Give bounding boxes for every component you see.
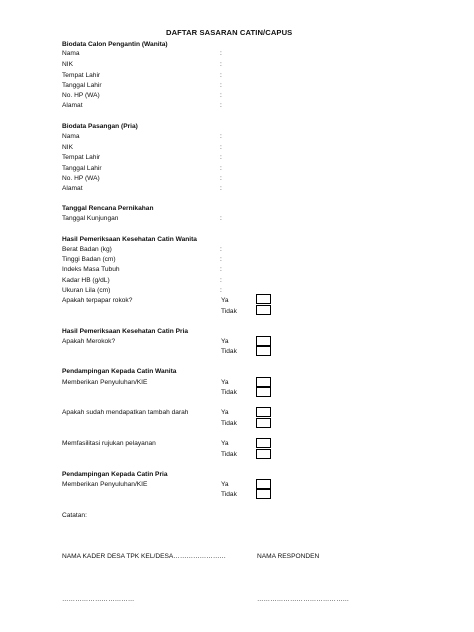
- field-label-berat-badan: Berat Badan (kg): [62, 246, 112, 253]
- option-tidak-label: Tidak: [221, 348, 237, 355]
- field-label-ukuran-lila: Ukuran Lila (cm): [62, 287, 111, 294]
- question-terpapar-rokok: Apakah terpapar rokok?: [62, 297, 133, 304]
- section-heading-rencana: Tanggal Rencana Pernikahan: [62, 205, 154, 212]
- section-heading-pemeriksaan-pria: Hasil Pemeriksaan Kesehatan Catin Pria: [62, 328, 189, 335]
- field-colon: :: [220, 287, 222, 294]
- field-colon: :: [220, 175, 222, 182]
- checkbox-ya[interactable]: [256, 377, 271, 387]
- field-label-tanggal-lahir: Tanggal Lahir: [62, 82, 102, 89]
- field-colon: :: [220, 92, 222, 99]
- option-ya-label: Ya: [221, 440, 229, 447]
- field-label-no-hp: No. HP (WA): [62, 175, 100, 182]
- field-label-alamat: Alamat: [62, 185, 83, 192]
- field-colon: :: [220, 50, 222, 57]
- kader-name-label: NAMA KADER DESA TPK KEL/DESA……………………: [62, 553, 227, 560]
- question-tambah-darah: Apakah sudah mendapatkan tambah darah: [62, 409, 189, 416]
- checkbox-ya[interactable]: [256, 294, 271, 304]
- checkbox-tidak[interactable]: [256, 489, 271, 499]
- option-tidak-label: Tidak: [221, 420, 237, 427]
- field-colon: :: [220, 72, 222, 79]
- field-colon: :: [220, 144, 222, 151]
- question-rujukan: Memfasilitasi rujukan pelayanan: [62, 440, 156, 447]
- section-heading-pendampingan-wanita: Pendampingan Kepada Catin Wanita: [62, 368, 177, 375]
- field-colon: :: [220, 277, 222, 284]
- field-label-tanggal-kunjungan: Tanggal Kunjungan: [62, 215, 119, 222]
- field-label-tempat-lahir: Tempat Lahir: [62, 72, 101, 79]
- field-colon: :: [220, 165, 222, 172]
- field-colon: :: [220, 246, 222, 253]
- field-colon: :: [220, 154, 222, 161]
- option-tidak-label: Tidak: [221, 491, 237, 498]
- section-heading-pemeriksaan-wanita: Hasil Pemeriksaan Kesehatan Catin Wanita: [62, 236, 197, 243]
- checkbox-tidak[interactable]: [256, 346, 271, 356]
- field-label-nama: Nama: [62, 133, 80, 140]
- checkbox-ya[interactable]: [256, 336, 271, 346]
- field-colon: :: [220, 185, 222, 192]
- option-tidak-label: Tidak: [221, 389, 237, 396]
- field-label-tanggal-lahir: Tanggal Lahir: [62, 165, 102, 172]
- section-heading-wanita: Biodata Calon Pengantin (Wanita): [62, 41, 168, 48]
- field-label-nama: Nama: [62, 50, 80, 57]
- field-label-no-hp: No. HP (WA): [62, 92, 100, 99]
- checkbox-tidak[interactable]: [256, 449, 271, 459]
- field-label-tinggi-badan: Tinggi Badan (cm): [62, 256, 116, 263]
- field-colon: :: [220, 266, 222, 273]
- field-colon: :: [220, 133, 222, 140]
- field-colon: :: [220, 256, 222, 263]
- field-label-nik: NIK: [62, 144, 73, 151]
- signature-line-kader: ……………………………: [62, 596, 135, 603]
- question-merokok: Apakah Merokok?: [62, 338, 116, 345]
- option-tidak-label: Tidak: [221, 451, 237, 458]
- field-label-tempat-lahir: Tempat Lahir: [62, 154, 101, 161]
- field-label-alamat: Alamat: [62, 102, 83, 109]
- signature-line-responden: ……………………………………: [257, 596, 350, 603]
- field-label-imt: Indeks Masa Tubuh: [62, 266, 120, 273]
- checkbox-ya[interactable]: [256, 438, 271, 448]
- field-colon: :: [220, 102, 222, 109]
- field-label-nik: NIK: [62, 61, 73, 68]
- option-ya-label: Ya: [221, 338, 229, 345]
- option-ya-label: Ya: [221, 379, 229, 386]
- option-ya-label: Ya: [221, 409, 229, 416]
- field-colon: :: [220, 82, 222, 89]
- responden-name-label: NAMA RESPONDEN: [257, 553, 320, 560]
- checkbox-tidak[interactable]: [256, 418, 271, 428]
- checkbox-tidak[interactable]: [256, 305, 271, 315]
- section-heading-pendampingan-pria: Pendampingan Kepada Catin Pria: [62, 471, 168, 478]
- question-penyuluhan-pria: Memberikan Penyuluhan/KIE: [62, 481, 148, 488]
- checkbox-ya[interactable]: [256, 479, 271, 489]
- option-ya-label: Ya: [221, 481, 229, 488]
- section-heading-pria: Biodata Pasangan (Pria): [62, 123, 138, 130]
- field-colon: :: [220, 61, 222, 68]
- checkbox-ya[interactable]: [256, 407, 271, 417]
- field-colon: :: [220, 215, 222, 222]
- checkbox-tidak[interactable]: [256, 387, 271, 397]
- option-tidak-label: Tidak: [221, 308, 237, 315]
- field-label-kadar-hb: Kadar HB (g/dL): [62, 277, 110, 284]
- catatan-label: Catatan:: [62, 512, 87, 519]
- question-penyuluhan: Memberikan Penyuluhan/KIE: [62, 379, 148, 386]
- option-ya-label: Ya: [221, 297, 229, 304]
- page-title: DAFTAR SASARAN CATIN/CAPUS: [166, 28, 293, 37]
